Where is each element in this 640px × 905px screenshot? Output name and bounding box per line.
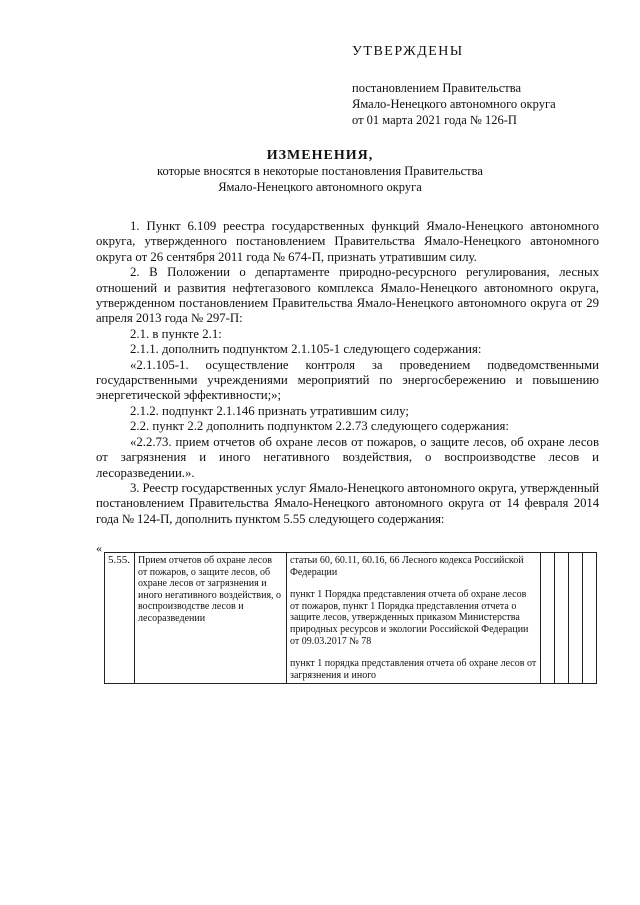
paragraph-2-1: 2.1. в пункте 2.1:: [130, 326, 222, 341]
approval-line: постановлением Правительства: [352, 81, 522, 95]
paragraph-2-2: 2.2. пункт 2.2 дополнить подпунктом 2.2.73 следующего содержания:: [130, 419, 509, 434]
document-title: ИЗМЕНЕНИЯ,: [266, 148, 374, 163]
cell-empty: [583, 553, 597, 684]
services-table: [104, 552, 597, 684]
paragraph-quote-2-2-73: «2.2.73. прием отчетов об охране лесов от пожаров, о защите лесов, об охране лесов от загрязнения и иного негативного воздействия, о воспроизводстве лесов и лесоразведении.».: [96, 434, 599, 480]
paragraph-3: 3. Реестр государственных услуг Ямало-Ненецкого автономного округа, утвержденный постановлением Правительства Ямало-Ненецкого автономного округа от 14 февраля 2014 года № 124-П, дополнить пунктом 5.55 следующего содержания:: [96, 480, 599, 526]
cell-number: 5.55.: [105, 553, 135, 684]
cell-empty: [569, 553, 583, 684]
basis-block: статьи 60, 60.11, 60.16, 66 Лесного кодекса Российской Федерации: [290, 555, 524, 578]
approval-block: [352, 80, 622, 128]
paragraph-quote-2-1-105-1: «2.1.105-1. осуществление контроля за проведением подведомственными государственными учреждениями мероприятий по энергосбережению и повышению энергетической эффективности;»;: [96, 357, 599, 403]
approval-line: от 01 марта 2021 года № 126-П: [352, 113, 517, 127]
paragraph-2-1-2: 2.1.2. подпункт 2.1.146 признать утратившим силу;: [130, 403, 409, 418]
cell-empty: [555, 553, 569, 684]
document-subtitle: [96, 163, 544, 195]
cell-legal-basis: [287, 553, 541, 684]
document-body: [96, 219, 599, 527]
paragraph-1: 1. Пункт 6.109 реестра государственных функций Ямало-Ненецкого автономного округа, утвержденного постановлением Правительства Ямало-Ненецкого автономного округа от 26 сентября 2011 года № 674-П, признать утратившим силу.: [96, 219, 599, 264]
spacer: [290, 578, 537, 589]
subtitle-line: которые вносятся в некоторые постановления Правительства: [157, 164, 483, 178]
approval-line: Ямало-Ненецкого автономного округа: [352, 97, 556, 111]
cell-empty: [541, 553, 555, 684]
spacer: [290, 647, 537, 658]
paragraph-2: 2. В Положении о департаменте природно-ресурсного регулирования, лесных отношений и развития нефтегазового комплекса Ямало-Ненецкого автономного округа, утвержденном постановлением Правительства Ямало-Ненецкого автономного округа от 29 апреля 2013 года № 297-П:: [96, 265, 599, 326]
opening-quote: «: [96, 541, 102, 555]
subtitle-line: Ямало-Ненецкого автономного округа: [218, 180, 422, 194]
basis-block: пункт 1 Порядка представления отчета об охране лесов от пожаров, пункт 1 Порядка представления отчета о защите лесов, утвержденных приказом Министерства природных ресурсов и экологии Российской Федерации от 09.03.2017 № 78: [290, 589, 529, 647]
basis-block: пункт 1 порядка представления отчета об охране лесов от загрязнения и иного: [290, 658, 537, 681]
cell-service-name: Прием отчетов об охране лесов от пожаров, о защите лесов, об охране лесов от загрязнения и иного негативного воздействия, о воспроизводстве лесов и лесоразведении: [135, 553, 287, 684]
table-row: [105, 553, 597, 684]
approval-heading: УТВЕРЖДЕНЫ: [352, 44, 464, 59]
paragraph-2-1-1: 2.1.1. дополнить подпунктом 2.1.105-1 следующего содержания:: [130, 342, 482, 357]
